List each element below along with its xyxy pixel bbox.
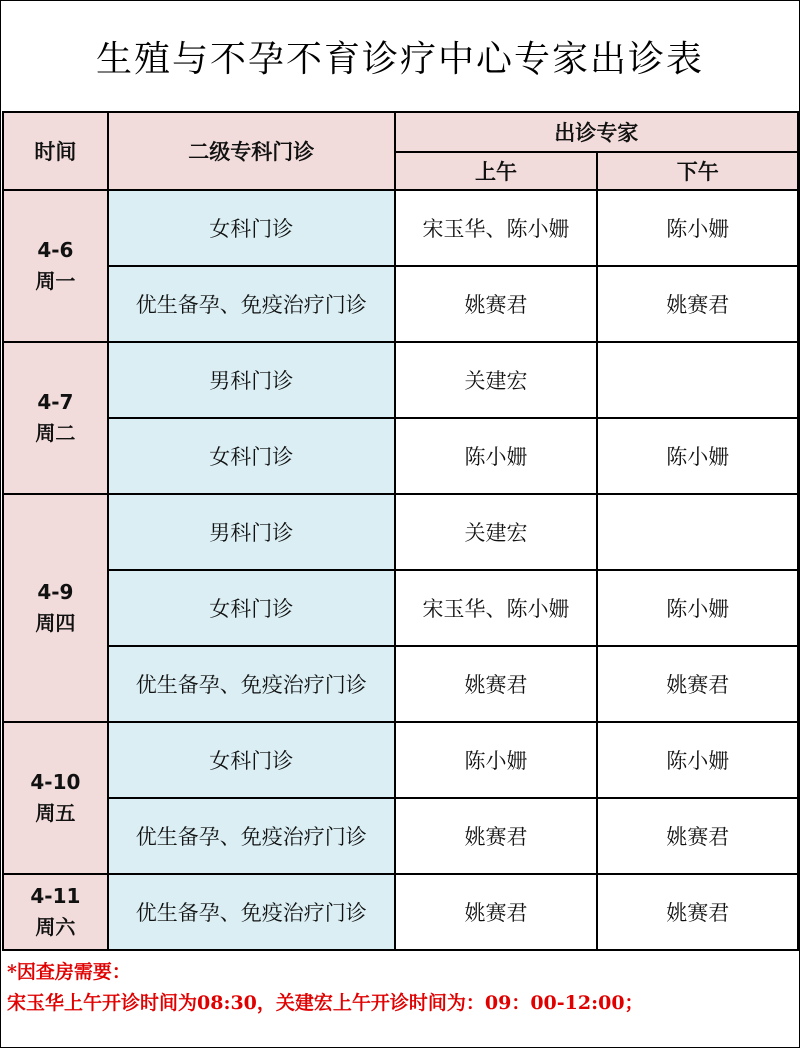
table-row xyxy=(3,418,798,494)
pm-expert-cell: 陈小姗 xyxy=(597,418,798,494)
dept-cell: 优生备孕、免疫治疗门诊 xyxy=(108,646,395,722)
date-cell xyxy=(3,874,108,950)
dept-cell: 男科门诊 xyxy=(108,494,395,570)
header-pm: 下午 xyxy=(597,152,798,190)
dept-cell: 优生备孕、免疫治疗门诊 xyxy=(108,798,395,874)
am-expert-cell: 陈小姗 xyxy=(395,418,598,494)
pm-expert-cell: 姚赛君 xyxy=(597,798,798,874)
am-expert-cell: 姚赛君 xyxy=(395,874,598,950)
date-cell xyxy=(3,190,108,342)
dept-cell: 女科门诊 xyxy=(108,418,395,494)
weekday-label: 周四 xyxy=(35,611,76,635)
footnote xyxy=(7,957,787,1019)
am-expert-cell: 姚赛君 xyxy=(395,266,598,342)
dept-cell: 男科门诊 xyxy=(108,342,395,418)
header-dept: 二级专科门诊 xyxy=(108,112,395,190)
date-label: 4-7 xyxy=(37,390,74,414)
pm-expert-cell: 姚赛君 xyxy=(597,646,798,722)
table-row xyxy=(3,342,798,418)
am-expert-cell: 姚赛君 xyxy=(395,798,598,874)
header-experts: 出诊专家 xyxy=(395,112,798,152)
dept-cell: 优生备孕、免疫治疗门诊 xyxy=(108,874,395,950)
am-expert-cell: 姚赛君 xyxy=(395,646,598,722)
table-row xyxy=(3,646,798,722)
am-expert-cell: 陈小姗 xyxy=(395,722,598,798)
weekday-label: 周一 xyxy=(35,269,76,293)
weekday-label: 周二 xyxy=(35,421,76,445)
dept-cell: 女科门诊 xyxy=(108,570,395,646)
date-cell xyxy=(3,722,108,874)
pm-expert-cell: 陈小姗 xyxy=(597,190,798,266)
am-expert-cell: 宋玉华、陈小姗 xyxy=(395,570,598,646)
date-label: 4-9 xyxy=(37,580,74,604)
date-cell xyxy=(3,342,108,494)
table-row xyxy=(3,874,798,950)
pm-expert-cell: 姚赛君 xyxy=(597,266,798,342)
date-cell xyxy=(3,494,108,722)
pm-expert-cell: 陈小姗 xyxy=(597,570,798,646)
table-row xyxy=(3,266,798,342)
footnote-heading: *因查房需要： xyxy=(7,961,131,983)
header-am: 上午 xyxy=(395,152,598,190)
header-time: 时间 xyxy=(3,112,108,190)
date-label: 4-6 xyxy=(37,238,74,262)
date-label: 4-10 xyxy=(30,770,81,794)
weekday-label: 周五 xyxy=(35,801,76,825)
page-title: 生殖与不孕不育诊疗中心专家出诊表 xyxy=(95,38,704,80)
table-row xyxy=(3,570,798,646)
pm-expert-cell: 陈小姗 xyxy=(597,722,798,798)
weekday-label: 周六 xyxy=(35,915,76,939)
table-row xyxy=(3,798,798,874)
am-expert-cell: 关建宏 xyxy=(395,342,598,418)
table-row xyxy=(3,722,798,798)
pm-expert-cell: 姚赛君 xyxy=(597,874,798,950)
dept-cell: 女科门诊 xyxy=(108,190,395,266)
table-row xyxy=(3,190,798,266)
pm-expert-cell xyxy=(597,342,798,418)
dept-cell: 女科门诊 xyxy=(108,722,395,798)
date-label: 4-11 xyxy=(30,884,81,908)
am-expert-cell: 宋玉华、陈小姗 xyxy=(395,190,598,266)
footnote-text: 宋玉华上午开诊时间为08:30，关建宏上午开诊时间为：09：00-12:00； xyxy=(7,992,644,1014)
am-expert-cell: 关建宏 xyxy=(395,494,598,570)
pm-expert-cell xyxy=(597,494,798,570)
schedule-table xyxy=(2,111,799,951)
table-row xyxy=(3,494,798,570)
dept-cell: 优生备孕、免疫治疗门诊 xyxy=(108,266,395,342)
